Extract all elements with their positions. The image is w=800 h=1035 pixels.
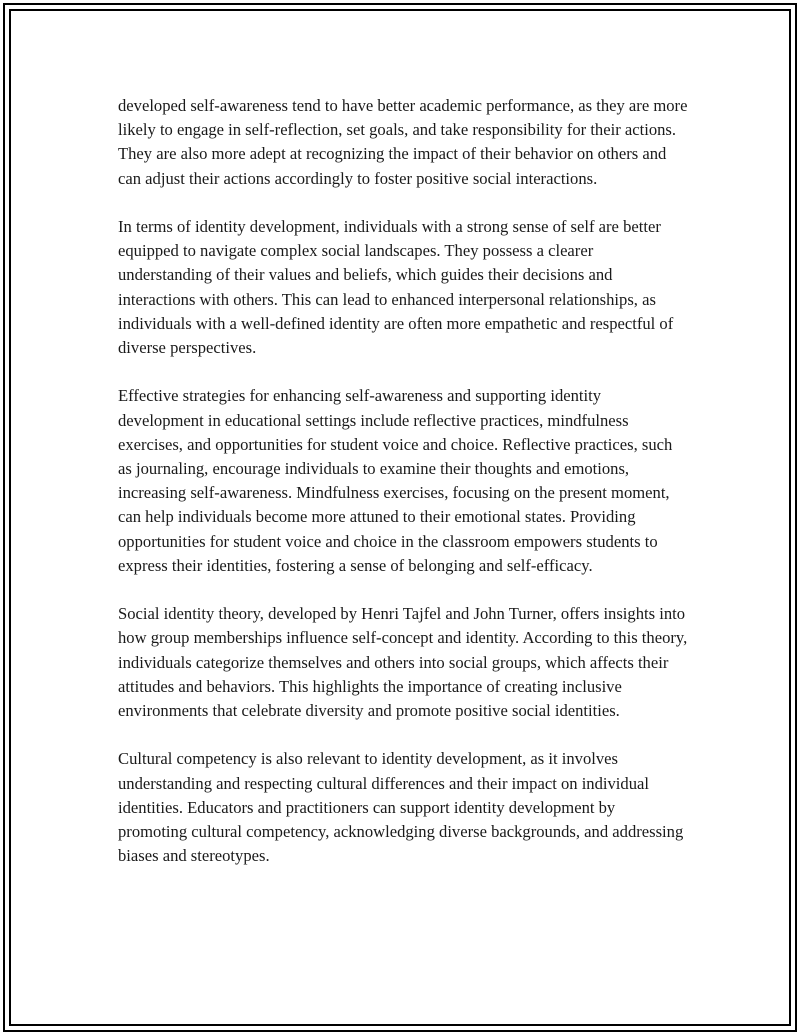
paragraph-cultural-competency: Cultural competency is also relevant to identity development, as it involves understanding and respecting cultural differences and their impact on individual identities. Educators and practitioners can support identity development by promoting cultural competency, acknowledging diverse backgrounds, and addressing biases and stereotypes. [118, 749, 684, 866]
paragraph-effective-strategies: Effective strategies for enhancing self-awareness and supporting identity development in educational settings include reflective practices, mindfulness exercises, and opportunities for student voice and choice. Reflective practices, such as journaling, encourage individuals to examine their thoughts and emotions, increasing self-awareness. Mindfulness exercises, focusing on the present moment, can help individuals become more attuned to their emotional states. Providing opportunities for student voice and choice in the classroom empowers students to express their identities, fostering a sense of belonging and self-efficacy. [118, 386, 673, 575]
document-body [118, 94, 688, 893]
paragraph-self-awareness-academic: developed self-awareness tend to have better academic performance, as they are more likely to engage in self-reflection, set goals, and take responsibility for their actions. They are also more adept at recognizing the impact of their behavior on others and can adjust their actions accordingly to foster positive social interactions. [118, 96, 688, 188]
paragraph-identity-development: In terms of identity development, individuals with a strong sense of self are better equipped to navigate complex social landscapes. They possess a clearer understanding of their values and beliefs, which guides their decisions and interactions with others. This can lead to enhanced interpersonal relationships, as individuals with a well-defined identity are often more empathetic and respectful of diverse perspectives. [118, 217, 674, 358]
paragraph-social-identity-theory: Social identity theory, developed by Henri Tajfel and John Turner, offers insights into how group memberships influence self-concept and identity. According to this theory, individuals categorize themselves and others into social groups, which affects their attitudes and behaviors. This highlights the importance of creating inclusive environments that celebrate diversity and promote positive social identities. [118, 604, 688, 721]
